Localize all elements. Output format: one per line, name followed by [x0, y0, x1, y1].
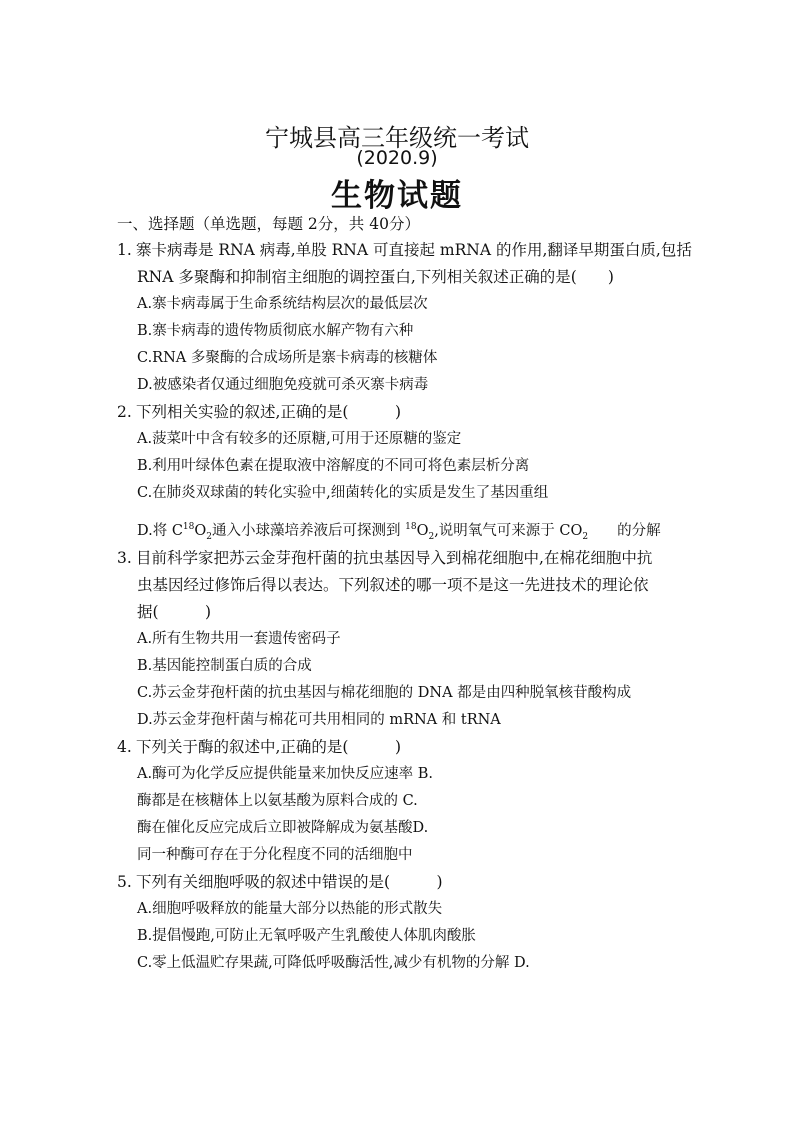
question-text: 目前科学家把苏云金芽孢杆菌的抗虫基因导入到棉花细胞中,在棉花细胞中抗: [136, 549, 653, 567]
question-3-option-b: B.基因能控制蛋白质的合成: [137, 658, 312, 674]
question-text: 寨卡病毒是 RNA 病毒,单股 RNA 可直接起 mRNA 的作用,翻译早期蛋白质,包括: [136, 241, 692, 259]
option-text: O: [416, 523, 429, 539]
question-2-option-b: B.利用叶绿体色素在提取液中溶解度的不同可将色素层析分离: [137, 458, 530, 474]
question-5-option-b: B.提倡慢跑,可防止无氧呼吸产生乳酸使人体肌肉酸胀: [137, 928, 476, 944]
question-2-stem: [117, 402, 401, 422]
option-text: 的分解: [588, 523, 661, 539]
option-text: D.将 C: [137, 523, 183, 539]
question-text: 下列关于酶的叙述中,正确的是( ): [136, 738, 402, 756]
question-3-option-c: C.苏云金芽孢杆菌的抗虫基因与棉花细胞的 DNA 都是由四种脱氧核苷酸构成: [137, 685, 632, 701]
question-4-options-line: 酶都是在核糖体上以氨基酸为原料合成的 C.: [137, 793, 418, 809]
question-number: 2.: [117, 403, 132, 421]
question-5-option-a: A.细胞呼吸释放的能量大部分以热能的形式散失: [137, 901, 443, 917]
subscript: 2: [582, 531, 589, 542]
question-3-option-d: D.苏云金芽孢杆菌与棉花可共用相同的 mRNA 和 tRNA: [137, 712, 501, 728]
question-number: 4.: [117, 738, 132, 756]
question-1-option-b: B.寨卡病毒的遗传物质彻底水解产物有六种: [137, 323, 414, 339]
question-5-stem: [117, 872, 443, 892]
question-number: 5.: [117, 873, 132, 891]
question-2-option-d: [137, 521, 661, 541]
option-text: ,说明氧气可来源于 CO: [434, 523, 583, 539]
question-text: 下列有关细胞呼吸的叙述中错误的是( ): [136, 873, 443, 891]
subscript: 2: [206, 531, 212, 542]
exam-title: 宁城县高三年级统一考试: [265, 124, 529, 152]
question-1-option-c: C.RNA 多聚酶的合成场所是寨卡病毒的核糖体: [137, 350, 438, 366]
subscript: 2: [428, 531, 435, 542]
isotope-superscript: 18: [182, 522, 195, 533]
option-text: 通入小球藻培养液后可探测到: [212, 523, 406, 539]
exam-date: (2020.9): [356, 147, 438, 169]
question-1-stem: [117, 240, 692, 260]
section-heading: 一、选择题（单选题，每题 2分，共 40分）: [117, 215, 420, 233]
question-1-stem-cont: RNA 多聚酶和抑制宿主细胞的调控蛋白,下列相关叙述正确的是( ): [137, 268, 614, 286]
question-number: 1.: [117, 241, 132, 259]
question-4-options-line: A.酶可为化学反应提供能量来加快反应速率 B.: [137, 766, 433, 782]
option-text: O: [194, 523, 207, 539]
question-3-stem: [117, 548, 652, 568]
question-2-option-c: C.在肺炎双球菌的转化实验中,细菌转化的实质是发生了基因重组: [137, 485, 549, 501]
question-3-stem-cont: 据( ): [137, 603, 212, 621]
question-1-option-d: D.被感染者仅通过细胞免疫就可杀灭寨卡病毒: [137, 377, 429, 393]
question-number: 3.: [117, 549, 132, 567]
question-4-stem: [117, 737, 401, 757]
question-4-options-line: 同一种酶可存在于分化程度不同的活细胞中: [137, 847, 413, 863]
question-2-option-a: A.菠菜叶中含有较多的还原糖,可用于还原糖的鉴定: [137, 431, 462, 447]
question-text: 下列相关实验的叙述,正确的是( ): [136, 403, 402, 421]
question-4-options-line: 酶在催化反应完成后立即被降解成为氨基酸D.: [137, 820, 429, 836]
isotope-superscript: 18: [405, 522, 417, 533]
question-3-stem-cont: 虫基因经过修饰后得以表达。下列叙述的哪一项不是这一先进技术的理论依: [137, 576, 649, 594]
subject-title: 生物试题: [331, 178, 463, 214]
question-3-option-a: A.所有生物共用一套遗传密码子: [137, 631, 341, 647]
question-5-option-c: C.零上低温贮存果蔬,可降低呼吸酶活性,减少有机物的分解 D.: [137, 955, 530, 971]
question-1-option-a: A.寨卡病毒属于生命系统结构层次的最低层次: [137, 296, 428, 312]
